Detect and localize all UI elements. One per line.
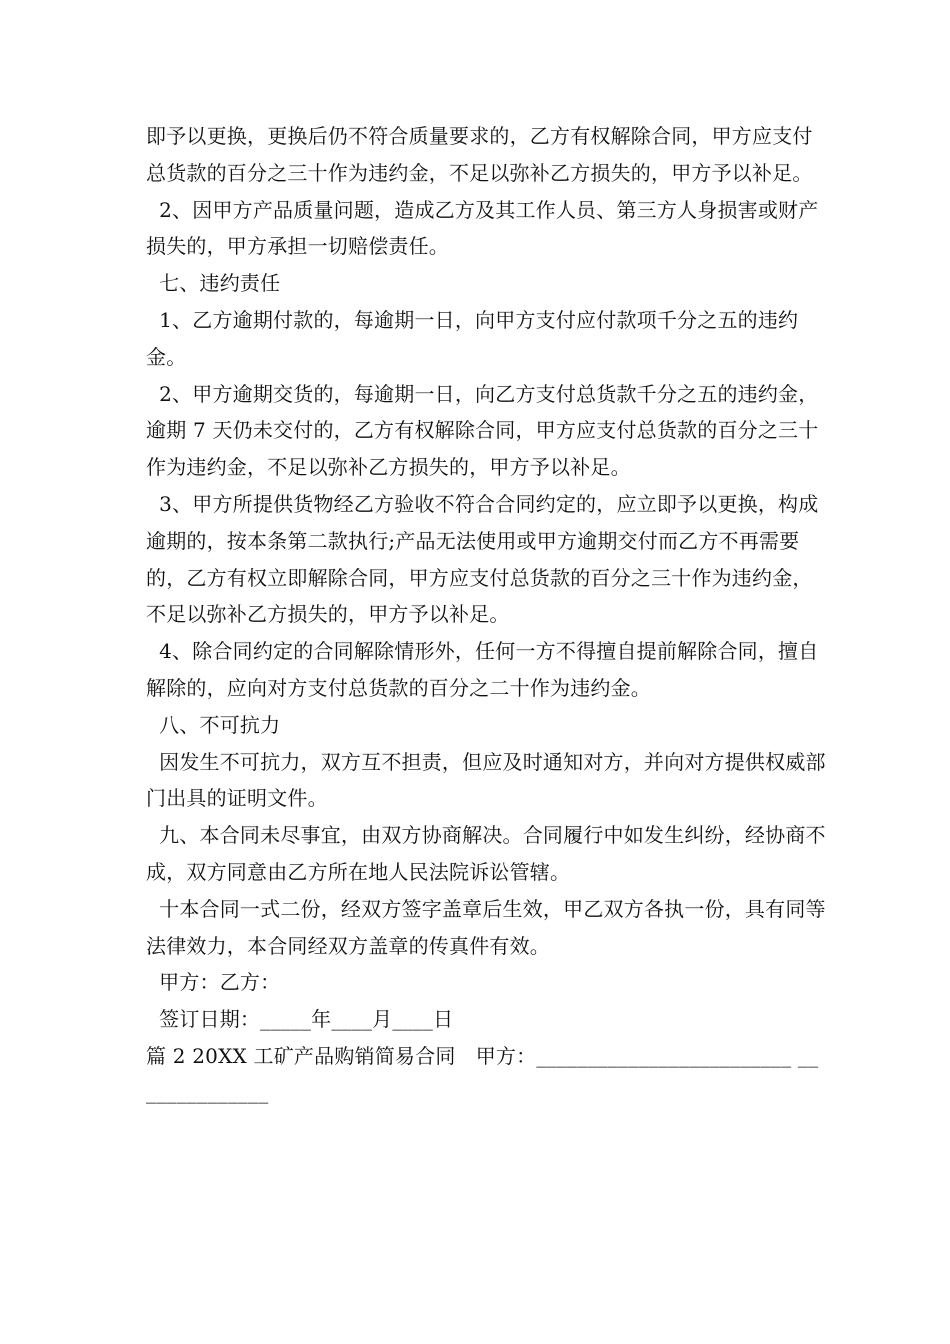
section-heading-breach: 七、违约责任 bbox=[146, 271, 281, 296]
signature-parties-line: 甲方：乙方： bbox=[146, 970, 281, 995]
section-heading-force-majeure: 八、不可抗力 bbox=[146, 712, 281, 737]
paragraph-breach-item-1: 1、乙方逾期付款的，每逾期一日，向甲方支付应付款项千分之五的违约金。 bbox=[146, 307, 799, 369]
document-body bbox=[146, 118, 826, 1110]
paragraph-breach-item-2: 2、甲方逾期交货的，每逾期一日，向乙方支付总货款千分之五的违约金，逾期 7 天仍未交付的，乙方有权解除合同，甲方应支付总货款的百分之三十作为违约金，不足以弥补乙方损失的，甲方予以补足。 bbox=[146, 381, 819, 480]
paragraph-force-majeure: 因发生不可抗力，双方互不担责，但应及时通知对方，并向对方提供权威部门出具的证明文件。 bbox=[146, 749, 826, 811]
paragraph-quality-continued: 即予以更换，更换后仍不符合质量要求的，乙方有权解除合同，甲方应支付总货款的百分之三十作为违约金，不足以弥补乙方损失的，甲方予以补足。 bbox=[146, 124, 813, 185]
paragraph-breach-item-4: 4、除合同约定的合同解除情形外，任何一方不得擅自提前解除合同，擅自解除的，应向对方支付总货款的百分之二十作为违约金。 bbox=[146, 639, 819, 700]
paragraph-section-9: 九、本合同未尽事宜，由双方协商解决。合同履行中如发生纠纷，经协商不成，双方同意由乙方所在地人民法院诉讼管辖。 bbox=[146, 823, 826, 884]
paragraph-section-10: 十本合同一式二份，经双方签字盖章后生效，甲乙双方各执一份，具有同等法律效力，本合同经双方盖章的传真件有效。 bbox=[146, 896, 826, 958]
signing-date-line: 签订日期：_____年____月____日 bbox=[146, 1007, 454, 1032]
next-contract-title-line: 篇 2 20XX 工矿产品购销简易合同 甲方：_________________________ ______________ bbox=[146, 1043, 819, 1104]
paragraph-breach-item-3: 3、甲方所提供货物经乙方验收不符合合同约定的，应立即予以更换，构成逾期的，按本条第二款执行;产品无法使用或甲方逾期交付而乙方不再需要的，乙方有权立即解除合同，甲方应支付总货款的百分之三十作为违约金，不足以弥补乙方损失的，甲方予以补足。 bbox=[146, 491, 819, 627]
paragraph-quality-item-2: 2、因甲方产品质量问题，造成乙方及其工作人员、第三方人身损害或财产损失的，甲方承担一切赔偿责任。 bbox=[146, 197, 819, 259]
